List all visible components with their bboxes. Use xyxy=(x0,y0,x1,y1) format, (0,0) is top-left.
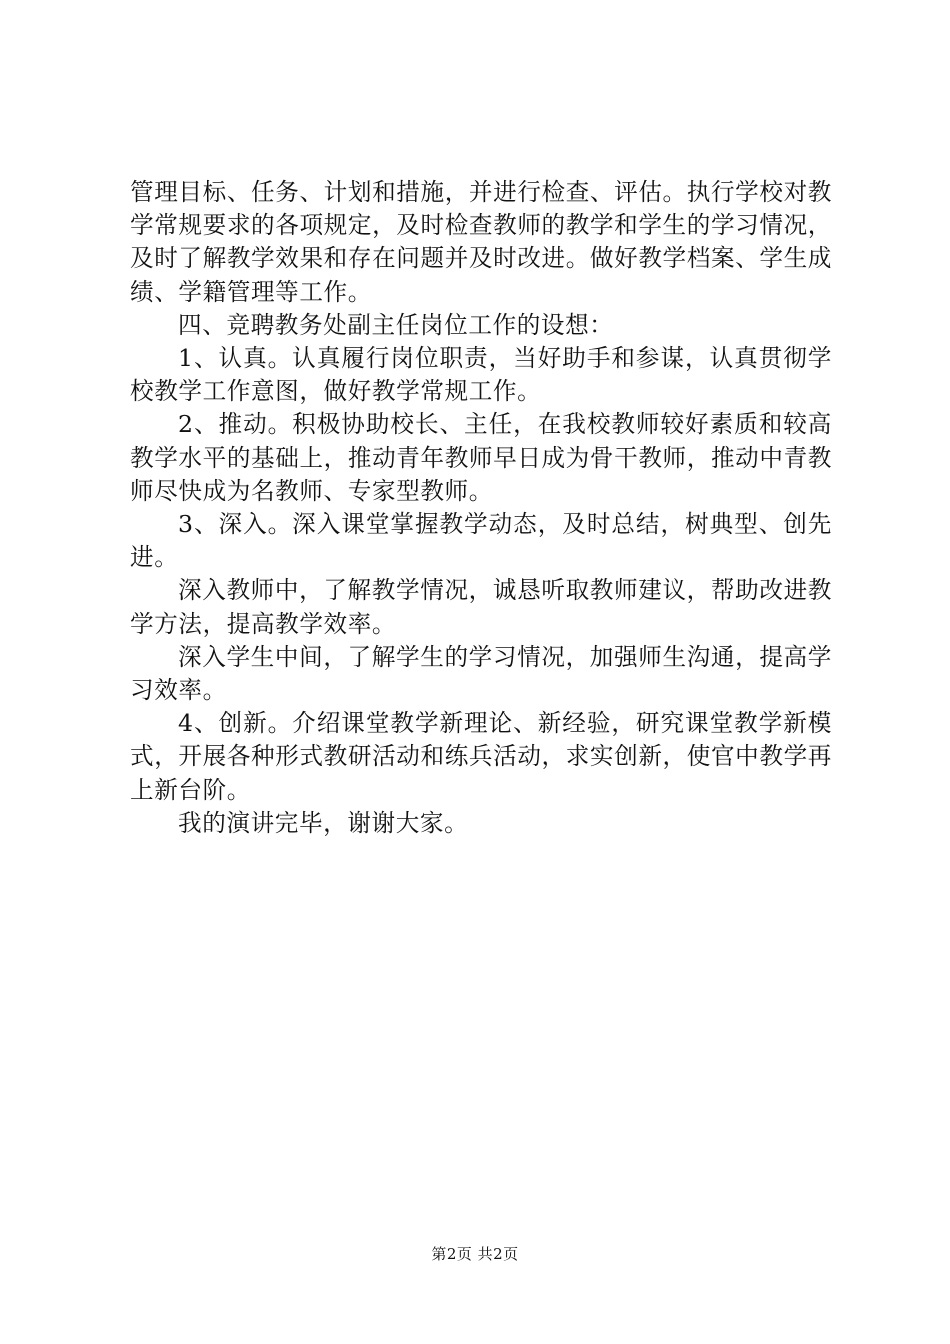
paragraph-closing: 我的演讲完毕，谢谢大家。 xyxy=(178,808,469,837)
paragraph-point-3: 3、深入。深入课堂掌握教学动态，及时总结，树典型、创先进。 xyxy=(130,510,832,572)
page-number-footer: 第2页 共2页 xyxy=(431,1245,519,1263)
paragraph-continuation: 管理目标、任务、计划和措施，并进行检查、评估。执行学校对教学常规要求的各项规定，及时检查教师的教学和学生的学习情况，及时了解教学效果和存在问题并及时改进。做好教学档案、学生成绩、学籍管理等工作。 xyxy=(130,178,832,306)
paragraph-section-heading: 四、竞聘教务处副主任岗位工作的设想： xyxy=(178,310,614,339)
paragraph-point-3-students: 深入学生中间，了解学生的学习情况，加强师生沟通，提高学习效率。 xyxy=(130,642,832,705)
paragraph-point-4: 4、创新。介绍课堂教学新理论、新经验，研究课堂教学新模式，开展各种形式教研活动和练兵活动，求实创新，使官中教学再上新台阶。 xyxy=(130,709,832,804)
paragraph-point-3-teachers: 深入教师中，了解教学情况，诚恳听取教师建议，帮助改进教学方法，提高教学效率。 xyxy=(130,576,832,638)
paragraph-point-1: 1、认真。认真履行岗位职责，当好助手和参谋，认真贯彻学校教学工作意图，做好教学常规工作。 xyxy=(130,344,832,406)
paragraph-point-2: 2、推动。积极协助校长、主任，在我校教师较好素质和较高教学水平的基础上，推动青年教师早日成为骨干教师，推动中青教师尽快成为名教师、专家型教师。 xyxy=(130,410,832,505)
document-body xyxy=(130,176,832,840)
